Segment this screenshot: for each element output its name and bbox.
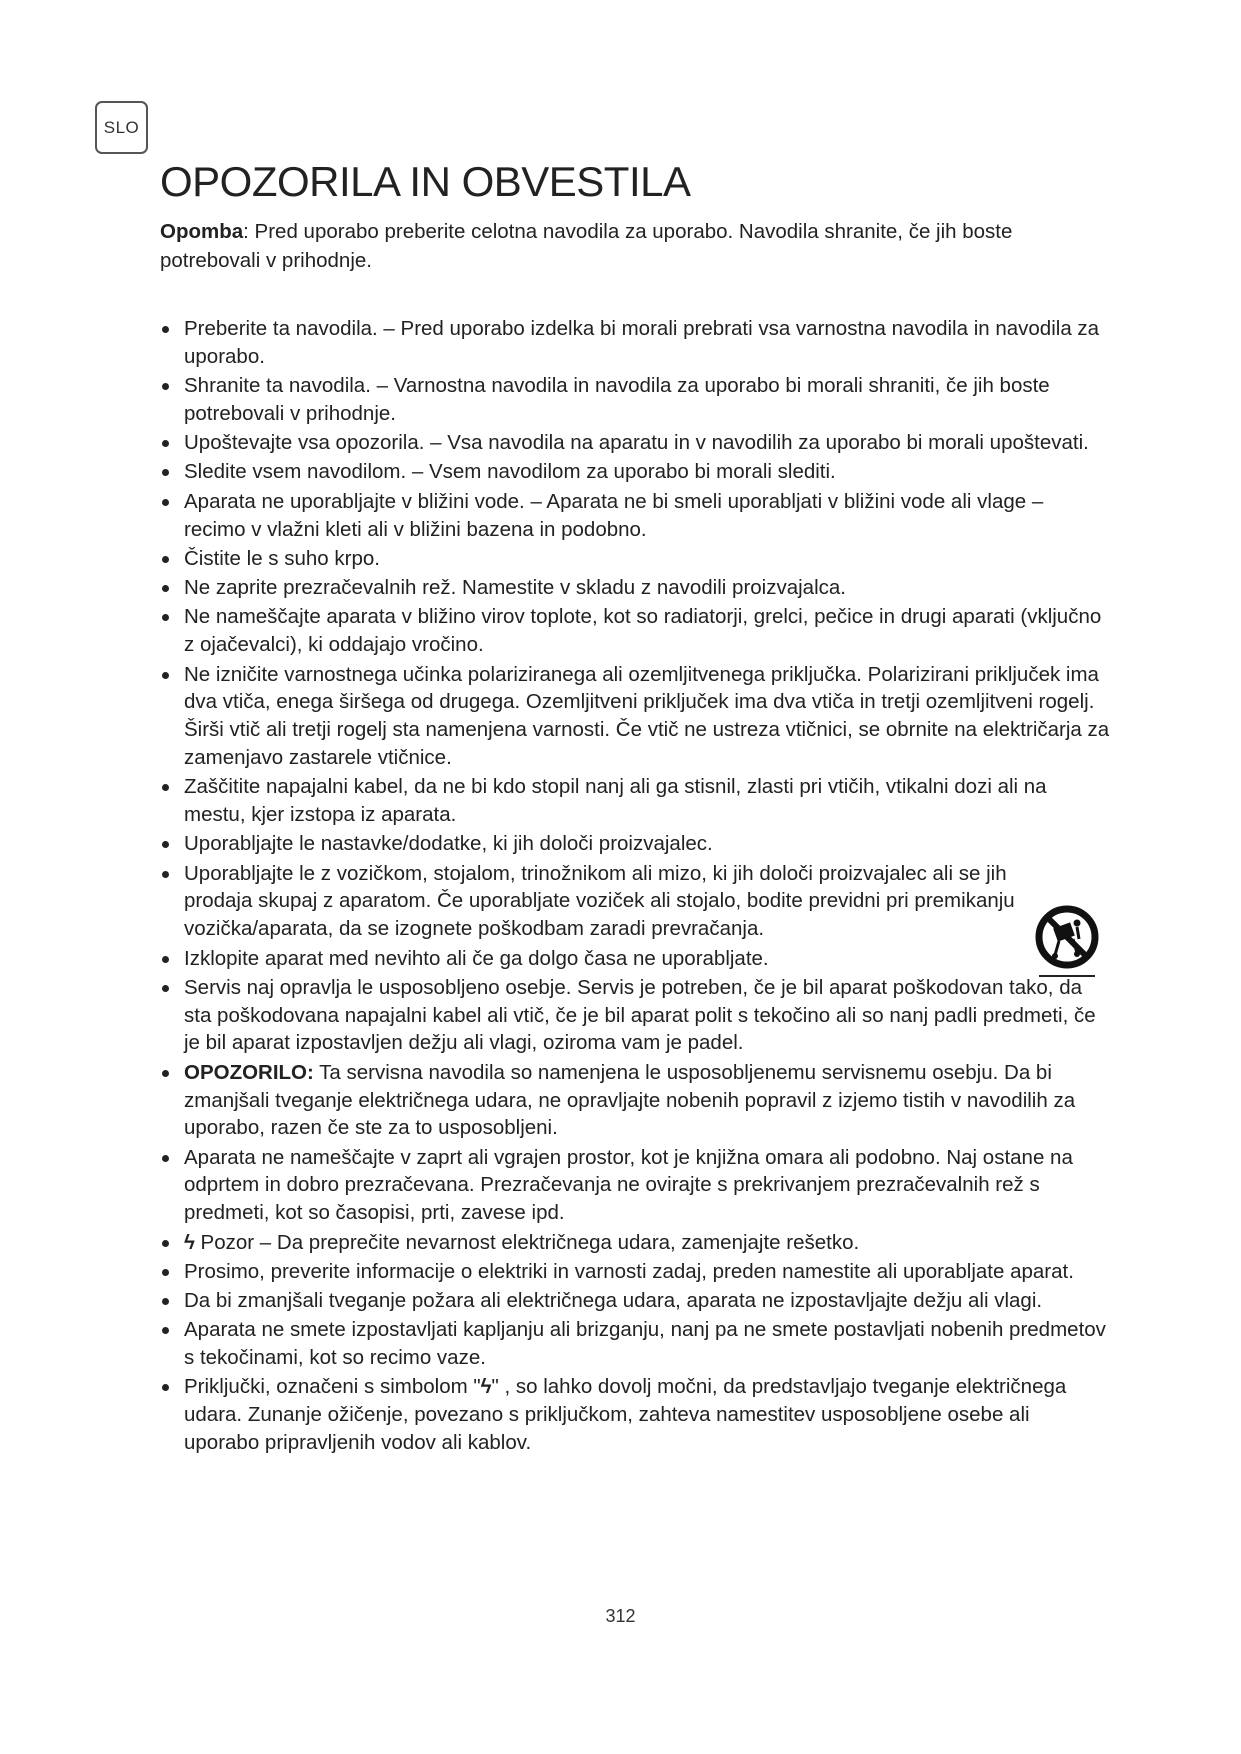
- list-item-cart-warning: Uporabljajte le z vozičkom, stojalom, trinožnikom ali mizo, ki jih določi proizvajalec ali se jih prodaja skupaj z aparatom. Če uporabljate voziček ali stojalo, bodite previdni pri premikanju vozička/aparata, da se izognete poškodbam zaradi prevračanja.: [160, 860, 1110, 943]
- lightning-bolt-icon: ϟ: [480, 1375, 492, 1399]
- list-item: Aparata ne nameščajte v zaprt ali vgrajen prostor, kot je knjižna omara ali podobno. Naj ostane na odprtem in dobro prezračevana. Prezračevanja ne ovirajte s prekrivanjem prezračevalnih rež s predmeti, kot so časopisi, prti, zavese ipd.: [160, 1144, 1110, 1227]
- note-text: : Pred uporabo preberite celotna navodila za uporabo. Navodila shranite, če jih boste potrebovali v prihodnje.: [160, 220, 1013, 272]
- list-item: Aparata ne uporabljajte v bližini vode. – Aparata ne bi smeli uporabljati v bližini vode ali vlage – recimo v vlažni kleti ali v bližini bazena in podobno.: [160, 488, 1110, 544]
- list-item: Da bi zmanjšali tveganje požara ali električnega udara, aparata ne izpostavljajte dežju ali vlagi.: [160, 1287, 1110, 1315]
- cart-tip-over-warning-icon: [1033, 903, 1101, 981]
- note-paragraph: [160, 218, 1110, 275]
- list-item: Shranite ta navodila. – Varnostna navodila in navodila za uporabo bi morali shraniti, če jih boste potrebovali v prihodnje.: [160, 372, 1110, 428]
- note-label: Opomba: [160, 220, 244, 243]
- list-item: Zaščitite napajalni kabel, da ne bi kdo stopil nanj ali ga stisnil, zlasti pri vtičih, vtikalni dozi ali na mestu, kjer izstopa iz aparata.: [160, 773, 1110, 829]
- list-item: Ne nameščajte aparata v bližino virov toplote, kot so radiatorji, grelci, pečice in drugi aparati (vključno z ojačevalci), ki oddajajo vročino.: [160, 603, 1110, 659]
- list-item: Sledite vsem navodilom. – Vsem navodilom za uporabo bi morali slediti.: [160, 458, 1110, 486]
- warning-text: Ta servisna navodila so namenjena le usposobljenemu servisnemu osebju. Da bi zmanjšali tveganje električnega udara, ne opravljajte nobenih popravil z izjemo tistih v navodilih za uporabo, razen če ste za to usposobljeni.: [184, 1060, 1076, 1140]
- list-item: Čistite le s suho krpo.: [160, 545, 1110, 573]
- list-item: Prosimo, preverite informacije o elektriki in varnosti zadaj, preden namestite ali uporabljate aparat.: [160, 1258, 1110, 1286]
- list-item-caution: [160, 1229, 1110, 1257]
- list-item: Izklopite aparat med nevihto ali če ga dolgo časa ne uporabljate.: [160, 945, 1110, 973]
- safety-instructions-list: [160, 315, 1110, 1458]
- list-item: Uporabljajte le nastavke/dodatke, ki jih določi proizvajalec.: [160, 830, 1110, 858]
- list-item: Ne zaprite prezračevalnih rež. Namestite v skladu z navodili proizvajalca.: [160, 574, 1110, 602]
- page-title: OPOZORILA IN OBVESTILA: [160, 158, 691, 205]
- list-item: Upoštevajte vsa opozorila. – Vsa navodila na aparatu in v navodilih za uporabo bi morali upoštevati.: [160, 429, 1110, 457]
- caution-text: Pozor – Da preprečite nevarnost električnega udara, zamenjajte rešetko.: [194, 1230, 860, 1254]
- language-badge: SLO: [95, 101, 148, 154]
- list-item: Aparata ne smete izpostavljati kapljanju ali brizganju, nanj pa ne smete postavljati nobenih predmetov s tekočinami, kot so recimo vaze.: [160, 1316, 1110, 1372]
- list-item-terminals: [160, 1373, 1110, 1456]
- terminals-text-start: Priključki, označeni s simbolom ": [184, 1375, 481, 1399]
- list-item: Servis naj opravlja le usposobljeno osebje. Servis je potreben, če je bil aparat poškodovan tako, da sta poškodovana napajalni kabel ali vtič, če je bil aparat polit s tekočino ali so nanj padli predmeti, če je bil aparat izpostavljen dežju ali vlagi, oziroma vam je padel.: [160, 974, 1110, 1057]
- list-item: Preberite ta navodila. – Pred uporabo izdelka bi morali prebrati vsa varnostna navodila in navodila za uporabo.: [160, 315, 1110, 371]
- page-number: 312: [605, 1606, 636, 1626]
- warning-label: OPOZORILO:: [184, 1060, 314, 1084]
- list-item-warning: [160, 1059, 1110, 1142]
- lightning-bolt-icon: ϟ: [184, 1230, 195, 1254]
- terminals-text-end: " , so lahko dovolj močni, da predstavljajo tveganje električnega udara. Zunanje ožičenje, povezano s priključkom, zahteva namestitev usposobljene osebe ali uporabo pripravljenih vodov ali kablov.: [184, 1375, 1067, 1455]
- list-item: Ne izničite varnostnega učinka polariziranega ali ozemljitvenega priključka. Polarizirani priključek ima dva vtiča, enega širšega od drugega. Ozemljitveni priključek ima dva vtiča in tretji ozemljitveni rogelj. Širši vtič ali tretji rogelj sta namenjena varnosti. Če vtič ne ustreza vtičnici, se obrnite na električarja za zamenjavo zastarele vtičnice.: [160, 661, 1110, 772]
